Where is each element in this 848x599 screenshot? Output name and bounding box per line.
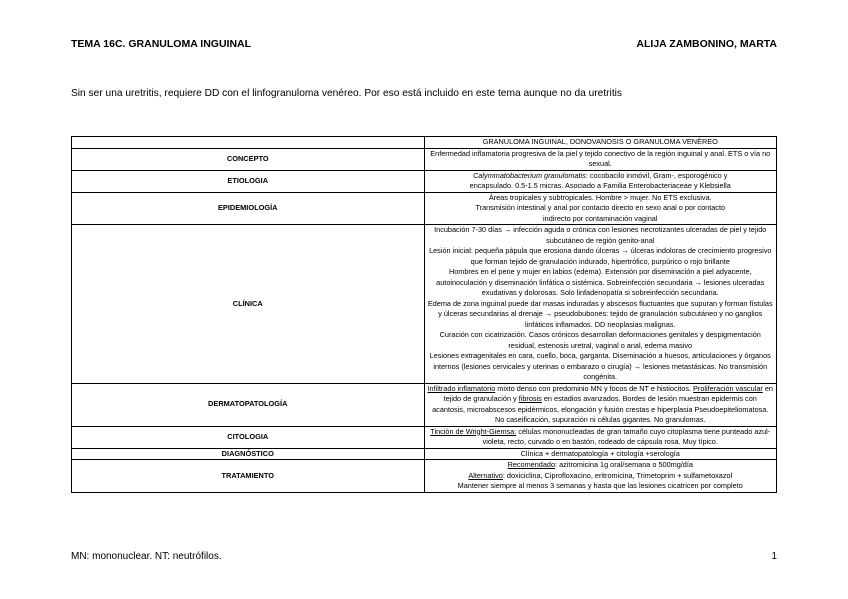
table-row-clinica xyxy=(72,225,777,384)
disease-table xyxy=(71,136,777,493)
row-label: DIAGNÓSTICO xyxy=(72,448,425,460)
row-label: CLÍNICA xyxy=(72,225,425,384)
row-label: CONCEPTO xyxy=(72,148,425,170)
table-row-dermatopatologia xyxy=(72,383,777,426)
table-row-etiologia xyxy=(72,170,777,192)
derma-text: mixto denso con predominio MN y focos de NT e histiocitos. xyxy=(495,383,694,393)
row-content xyxy=(424,225,777,384)
citologia-text: células mononucleadas de gran tamaño cuyo citoplasma tiene punteado azul-violeta, recto, curvado o en bastón, rodeado de cápsula rosa. Muy típico. xyxy=(482,426,771,446)
row-label: DERMATOPATOLOGÍA xyxy=(72,383,425,426)
species-name: Calymmatobacterium granulomatis xyxy=(473,170,586,180)
clinica-line: Lesiones extragenitales en cara, cuello, boca, garganta. Diseminación a huesos, articulaciones y órganos internos (lesiones cervicales y uterinas o embarazo o cirugía) → lesiones metastásicas. No transmisión congénita. xyxy=(429,351,771,381)
author-name: ALIJA ZAMBONINO, MARTA xyxy=(636,38,777,50)
intro-text: Sin ser una uretritis, requiere DD con el linfogranuloma venéreo. Por eso está incluido en este tema aunque no da uretritis xyxy=(71,88,623,99)
row-content xyxy=(424,383,777,426)
row-content: Áreas tropicales y subtropicales. Hombre > mujer. No ETS exclusiva. Transmisión intestinal y anal por contacto directo en sexo anal o por contacto indirecto por contaminación vaginal xyxy=(424,192,777,225)
alt-text: : doxiciclina, Ciprofloxacino, eritromicina, Trimetoprim + sulfametoxazol xyxy=(502,470,733,480)
term-alternativo: Alternativo xyxy=(468,470,503,480)
table-row-tratamiento xyxy=(72,460,777,493)
rec-text: : azitromicina 1g oral/semana o 500mg/día xyxy=(555,460,693,469)
row-content: Enfermedad inflamatoria progresiva de la piel y tejido conectivo de la región inguinal y anal. ETS o vía no sexual. xyxy=(424,148,777,170)
clinica-line: Curación con cicatrización. Casos crónicos desarrollan deformaciones genitales y despigmentación residual, estenosis uretral, vaginal o anal, edema masivo xyxy=(439,330,761,350)
clinica-line: Incubación 7-30 días → infección aguda o crónica con lesiones necrotizantes ulceradas de piel y tejido subcutáneo de región genito-anal xyxy=(434,225,767,245)
table-header-row xyxy=(72,137,777,149)
row-content xyxy=(424,426,777,448)
term-tincion: Tinción de Wright-Giemsa: xyxy=(430,426,517,436)
clinica-line: Edema de zona inguinal puede dar masas induradas y abscesos fluctuantes que supuran y forman fístulas y úlceras secundarias al drenaje → pseudobubones: tejido de granulación subcutáneo y no ganglios linfáticos inflamados. DD neoplasias malignas. xyxy=(427,298,773,329)
table-row-diagnostico xyxy=(72,448,777,460)
derma-text: en estadios avanzados. Bordes de lesión muestran epidermis con acantosis, microabscesos epidérmicos, elongación y fusión crestas e hiperplasia Pseudoepiteliomatosa. No caseificación, supuración ni células gigantes. No granulomas. xyxy=(432,394,769,424)
clinica-line: Lesión inicial: pequeña pápula que erosiona dando úlceras → úlceras indoloras de crecimiento progresivo que forman tejido de granulación indurado, hipertrófico, purpúrico o rojo brillante xyxy=(429,246,772,266)
row-label: ETIOLOGIA xyxy=(72,170,425,192)
footnote: MN: mononuclear. NT: neutrófilos. xyxy=(71,551,222,562)
derma-text: en tejido de granulación y xyxy=(443,383,773,403)
document-title: TEMA 16C. GRANULOMA INGUINAL xyxy=(71,38,252,50)
row-label: EPIDEMIOLOGÍA xyxy=(72,192,425,225)
row-label: CITOLOGIA xyxy=(72,426,425,448)
row-content xyxy=(424,460,777,493)
term-recomendado: Recomendado xyxy=(507,460,556,469)
clinica-line: Hombres en el pene y mujer en labios (edema). Extensión por diseminación a piel adyacente, autoinoculación y diseminación linfática o sistémica. Sobreinfección secundaria → lesiones ulceradas exudativas y dolorosas. Solo linfadenopatía si sobreinfección secundaria. xyxy=(436,267,765,297)
tratamiento-alternativo xyxy=(427,471,775,482)
table-heading: GRANULOMA INGUINAL, DONOVANOSIS O GRANULOMA VENÉREO xyxy=(424,137,777,149)
tratamiento-note: Mantener siempre al menos 3 semanas y hasta que las lesiones cicatricen por completo xyxy=(457,481,743,490)
row-content xyxy=(424,170,777,192)
page-number: 1 xyxy=(771,551,777,562)
tratamiento-recomendado xyxy=(427,460,775,471)
table-row-concepto xyxy=(72,148,777,170)
term-fibrosis: fibrosis xyxy=(518,394,542,403)
row-label: TRATAMIENTO xyxy=(72,460,425,493)
etiologia-text: : cocobacilo inmóvil, Gram-, esporogénico y encapsulado. 0.5-1.5 micras. Asociado a Familia Enterobacteriaceae y Klebsiella xyxy=(469,170,731,190)
term-infiltrado: Infiltrado inflamatorio xyxy=(427,383,496,393)
table-row-citologia xyxy=(72,426,777,448)
table-row-epidemiologia xyxy=(72,192,777,225)
row-content: Clínica + dermatopatología + citología +serología xyxy=(424,448,777,460)
term-proliferacion: Proliferación vascular xyxy=(693,383,763,393)
